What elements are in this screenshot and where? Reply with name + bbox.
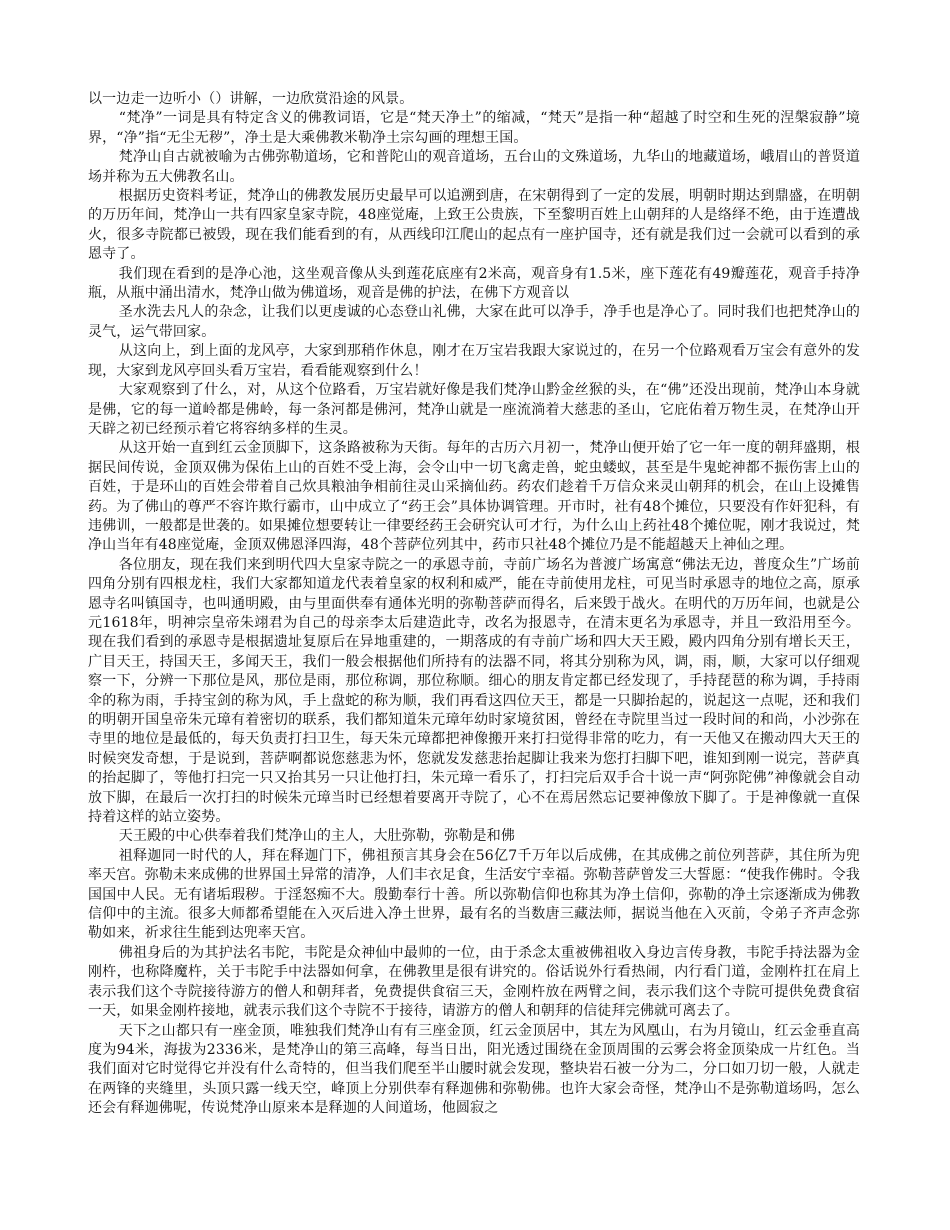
paragraph-weituo: 佛祖身后的为其护法名韦陀，韦陀是众神仙中最帅的一位，由于杀念太重被佛祖收入身边言传身教，韦陀手持法器为金刚杵，也称降魔杵，关于韦陀手中法器如何拿，在佛教里是很有讲究的。俗话说外行看热闹，内行看门道，金刚杵扛在肩上表示我们这个寺院接待游方的僧人和朝拜者，免费提供食宿三天，金刚杵放在两臂之间，表示我们这个寺院可提供免费食宿一天，如果金刚杵接地，就表示我们这个寺院不于接待，请游方的僧人和朝拜的信徒拜完佛就可离去了。 [88,944,860,1020]
paragraph-jingxin-pool: 我们现在看到的是净心池，这坐观音像从头到莲花底座有2米高，观音身有1.5米，座下莲花有49瓣莲花，观音手持净瓶，从瓶中涌出清水，梵净山做为佛道场，观音是佛的护法，在佛下方观音以 [88,265,860,302]
paragraph-golden-summit: 天下之山都只有一座金顶，唯独我们梵净山有有三座金顶，红云金顶居中，其左为风凰山，右为月镜山，红云金垂直高度为94米，海拔为2336米，是梵净山的第三高峰，每当日出，阳光透过围绕在金顶周围的云雾会将金顶染成一片红色。当我们面对它时觉得它并没有什么奇特的，但当我们爬至半山腰时就会发现，整块岩石被一分为二，分口如刀切一般，人就走在两锋的夹缝里，头顶只露一线天空，峰顶上分别供奉有释迦佛和弥勒佛。也许大家会奇怪，梵净山不是弥勒道场吗，怎么还会有释迦佛呢，传说梵净山原来本是释迦的人间道场，他圆寂之 [88,1022,860,1117]
paragraph-longfeng-pavilion: 从这向上，到上面的龙风亭，大家到那稍作休息，刚才在万宝岩我跟大家说过的，在另一个位路观看万宝会有意外的发现，大家到龙风亭回头看万宝岩，看看能观察到什么！ [88,343,860,379]
paragraph-wanbao-rock: 大家观察到了什么，对，从这个位路看，万宝岩就好像是我们梵净山黔金丝猴的头，在“佛”还没出现前，梵净山本身就是佛，它的每一道岭都是佛岭，每一条河都是佛河，梵净山就是一座流淌着大慈悲的圣山，它庇佑着万物生灵，在梵净山开天辟之初已经预示着它将容纳多样的生灵。 [88,382,860,437]
paragraph-chengen-temple: 各位朋友，现在我们来到明代四大皇家寺院之一的承恩寺前，寺前广场名为普渡广场寓意“佛法无边，普度众生”广场前四角分别有四根龙柱，我们大家都知道龙代表着皇家的权利和威严，能在寺前使用龙柱，可见当时承恩寺的地位之高，原承恩寺名叫镇国寺，也叫通明殿，由与里面供奉有通体光明的弥勒菩萨而得名，后来毁于战火。在明代的万历年间，也就是公元1618年，明神宗皇帝朱翊君为自己的母亲李太后建造此寺，改名为报恩寺，在清末更名为承恩寺，并且一致沿用至今。现在我们看到的承恩寺是根据遗址复原后在异地重建的，一期落成的有寺前广场和四大天王殿，殿内四角分别有增长天王，广目天王，持国天王，多闻天王，我们一般会根据他们所持有的法器不同，将其分别称为风，调，雨，顺，大家可以仔细观察一下，分辨一下那位是风，那位是雨，那位称调，那位称顺。细心的朋友肯定都已经发现了，手持琵琶的称为调，手持雨伞的称为雨，手持宝剑的称为风，手上盘蛇的称为顺，我们再看这四位天王，都是一只脚抬起的，说起这一点呢，还和我们的明朝开国皇帝朱元璋有着密切的联系，我们都知道朱元璋年幼时家境贫困，曾经在寺院里当过一段时间的和尚，小沙弥在寺里的地位是最低的，每天负责打扫卫生，每天朱元璋都把神像搬开来打扫觉得非常的吃力，有一天他又在搬动四大天王的时候突发奇想，于是说到，菩萨啊都说您慈悲为怀，您就发发慈悲抬起脚让我来为您打扫脚下吧，谁知到刚一说完，菩萨真的抬起脚了，等他打扫完一只又抬其另一只让他打扫，朱元璋一看乐了，打扫完后双手合十说一声“阿弥陀佛”神像就会自动放下脚，在最后一次打扫的时候朱元璋当时已经想着要离开寺院了，心不在焉居然忘记要神像放下脚了。于是神像就一直保持着这样的站立姿势。 [88,556,860,826]
document-body [88,90,860,1119]
paragraph-tianwang-hall: 天王殿的中心供奉着我们梵净山的主人，大肚弥勒，弥勒是和佛 [118,828,515,845]
paragraph-maitreya-prophecy: 祖释迦同一时代的人，拜在释迦门下，佛祖预言其身会在56亿7千万年以后成佛，在其成佛之前位列菩萨，其住所为兜率天宫。弥勒未来成佛的世界国土异常的清净，人们丰衣足食，生活安宁幸福。弥勒菩萨曾发三大誓愿：“使我作佛时。令我国国中人民。无有诸垢瑕秽。于淫怒痴不大。殷勤奉行十善。所以弥勒信仰也称其为净土信仰，弥勒的净土宗逐渐成为佛教信仰中的主流。很多大师都希望能在入灭后进入净土世界，最有名的当数唐三藏法师，据说当他在入灭前，令弟子齐声念弥勒如来，祈求往生能到达兜率天宫。 [88,847,860,942]
paragraph-intro-fragment: 以一边走一边听小（）讲解，一边欣赏沿途的风景。 [88,91,414,107]
paragraph-fanjing-meaning: “梵净”一词是具有特定含义的佛教词语，它是“梵天净土”的缩减，“梵天”是指一种“超越了时空和生死的涅槃寂静”境界，“净”指“无尘无秽”，净土是大乘佛教米勒净土宗勾画的理想王国。 [88,110,860,146]
paragraph-buddhism-history: 根据历史资料考证，梵净山的佛教发展历史最早可以追溯到唐，在宋朝得到了一定的发展，明朝时期达到鼎盛，在明朝的万历年间，梵净山一共有四家皇家寺院，48座觉庵，上致王公贵族，下至黎明百姓上山朝拜的人是络绎不绝，由于连遭战火，很多寺院都已被毁，现在我们能看到的有，从西线印江爬山的起点有一座护国寺，还有就是我们过一会就可以看到的承恩寺了。 [88,188,860,263]
paragraph-heavenly-street: 从这开始一直到红云金顶脚下，这条路被称为天街。每年的古历六月初一，梵净山便开始了它一年一度的朝拜盛期，根据民间传说，金顶双佛为保佑上山的百姓不受上海，会令山中一切飞禽走兽，蛇虫蝼蚁，甚至是牛鬼蛇神都不振伤害上山的百姓，于是环山的百姓会带着自己炊具粮油争相前往灵山采摘仙药。药农们趁着千万信众来灵山朝拜的机会，在山上设摊售药。为了佛山的尊严不容许欺行霸市，山中成立了“药王会”具体协调管理。开市时，社有48个摊位，只要没有作奸犯科，有违佛训，一般都是世袭的。如果摊位想要转让一律要经药王会研究认可才行，为什么山上药社48个摊位呢，刚才我说过，梵净山当年有48座觉庵，金顶双佛恩泽四海，48个菩萨位列其中，药市只社48个摊位乃是不能超越天上神仙之理。 [88,440,860,554]
paragraph-maitreya-dojo: 梵净山自古就被喻为古佛弥勒道场，它和普陀山的观音道场，五台山的文殊道场，九华山的地藏道场，峨眉山的普贤道场并称为五大佛教名山。 [88,149,860,185]
paragraph-holy-water: 圣水洗去凡人的杂念，让我们以更虔诚的心态登山礼佛，大家在此可以净手，净手也是净心了。同时我们也把梵净山的灵气，运气带回家。 [88,304,860,340]
